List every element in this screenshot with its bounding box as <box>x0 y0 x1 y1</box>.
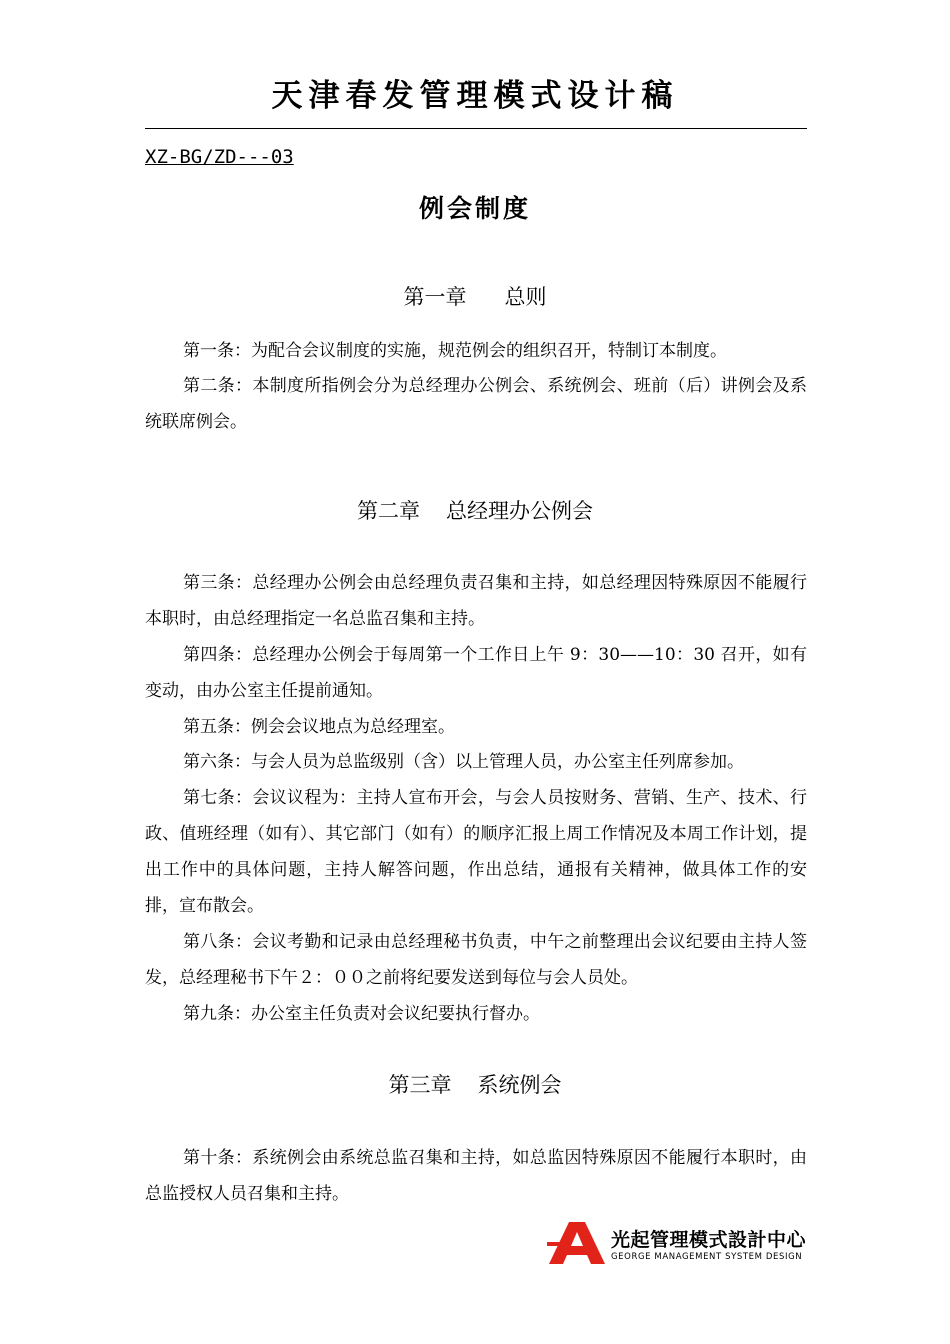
logo-name-cn: 光起管理模式設計中心 <box>611 1229 807 1251</box>
article-5: 第五条：例会会议地点为总经理室。 <box>183 717 455 737</box>
chapter-heading-1 <box>0 281 950 311</box>
chapter-number: 第一章 <box>403 285 467 309</box>
article-4: 第四条：总经理办公例会于每周第一个工作日上午 9：30——10：30 召开，如有变动，由办公室主任提前通知。 <box>145 645 807 701</box>
chapter-name: 系统例会 <box>477 1073 562 1097</box>
chapter-number: 第二章 <box>357 499 420 523</box>
article-8: 第八条：会议考勤和记录由总经理秘书负责，中午之前整理出会议纪要由主持人签发，总经理秘书下午２：００之前将纪要发送到每位与会人员处。 <box>145 932 807 988</box>
document-code: XZ-BG/ZD---03 <box>145 146 294 168</box>
chapter-number: 第三章 <box>388 1073 452 1097</box>
article-1: 第一条：为配合会议制度的实施，规范例会的组织召开，特制订本制度。 <box>183 341 727 361</box>
logo-a-mark-icon <box>547 1222 605 1264</box>
chapter-heading-2 <box>0 495 950 525</box>
article-7: 第七条：会议议程为：主持人宣布开会，与会人员按财务、营销、生产、技术、行政、值班经理（如有）、其它部门（如有）的顺序汇报上周工作情况及本周工作计划，提出工作中的具体问题，主持人解答问题，作出总结，通报有关精神，做具体工作的安排，宣布散会。 <box>145 788 807 916</box>
chapter-heading-3 <box>0 1069 950 1099</box>
chapter-name: 总经理办公例会 <box>446 499 593 523</box>
article-6: 第六条：与会人员为总监级别（含）以上管理人员，办公室主任列席参加。 <box>183 752 744 772</box>
document-title: 例会制度 <box>418 194 531 223</box>
company-logo <box>547 1222 809 1268</box>
article-3: 第三条：总经理办公例会由总经理负责召集和主持，如总经理因特殊原因不能履行本职时，由总经理指定一名总监召集和主持。 <box>145 573 807 629</box>
chapter-name: 总则 <box>504 285 547 309</box>
article-2: 第二条：本制度所指例会分为总经理办公例会、系统例会、班前（后）讲例会及系统联席例会。 <box>145 376 807 432</box>
header-divider <box>145 128 807 129</box>
logo-name-en: GEORGE MANAGEMENT SYSTEM DESIGN <box>611 1252 803 1262</box>
article-9: 第九条：办公室主任负责对会议纪要执行督办。 <box>183 1004 540 1024</box>
article-10: 第十条：系统例会由系统总监召集和主持，如总监因特殊原因不能履行本职时，由总监授权人员召集和主持。 <box>145 1148 807 1204</box>
header-title: 天津春发管理模式设计稿 <box>271 78 679 114</box>
